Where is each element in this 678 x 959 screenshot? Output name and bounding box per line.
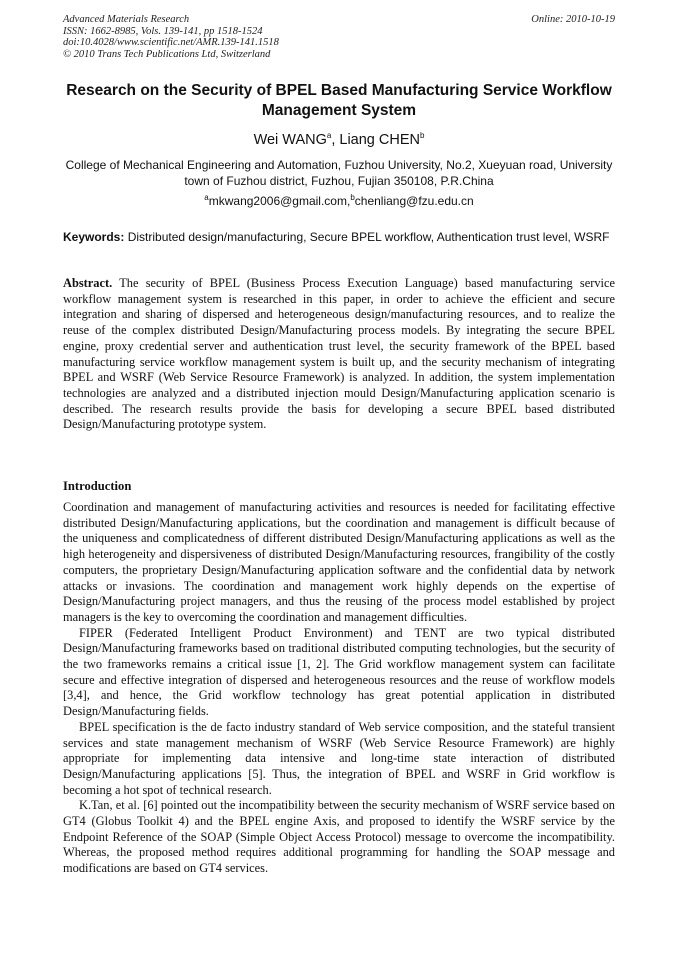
author-separator: , bbox=[331, 132, 340, 148]
keywords-label: Keywords: bbox=[63, 230, 125, 244]
keywords-text: Distributed design/manufacturing, Secure BPEL workflow, Authentication trust level, WSRF bbox=[124, 230, 610, 244]
email-line bbox=[63, 193, 615, 209]
affiliation: College of Mechanical Engineering and Automation, Fuzhou University, No.2, Xueyuan road, University town of Fuzhou district, Fuzhou, Fujian 350108, P.R.China bbox=[65, 158, 613, 188]
email-mark: b bbox=[350, 193, 355, 202]
author-affil-mark: b bbox=[419, 131, 425, 141]
paragraph: BPEL specification is the de facto industry standard of Web service composition, and the stateful transient services and state management mechanism of WSRF (Web Service Resource Framework) are highly appropriate for implementing data intensive and long-time state interaction of distributed Design/Manufacturing applications [5]. Thus, the integration of BPEL and WSRF in Grid workflow is becoming a hot spot of technical research. bbox=[63, 719, 615, 797]
online-date: Online: 2010-10-19 bbox=[531, 14, 615, 25]
journal-header bbox=[63, 14, 615, 60]
section-heading: Introduction bbox=[63, 479, 132, 493]
abstract-text: The security of BPEL (Business Process Execution Language) based manufacturing service workflow management system is researched in this paper, in order to achieve the efficient and secure integration and sharing of dispersed and heterogeneous design/manufacturing resources, and to realize the reuse of the complex distributed Design/Manufacturing process models. By integrating the secure BPEL engine, proxy credential server and authentication trust level, the security framework of the BPEL based manufacturing service workflow management system is built up, and the security mechanism of integrating BPEL and WSRF (Web Service Resource Framework) is analyzed. In addition, the system implementation technologies are analyzed and a distributed injection mould Design/Manufacturing application scenario is described. The research results provide the basis for developing a secure BPEL based distributed Design/Manufacturing prototype system. bbox=[63, 276, 615, 432]
email-address: chenliang@fzu.edu.cn bbox=[354, 194, 474, 208]
introduction-body bbox=[63, 500, 615, 877]
doi-line: doi:10.4028/www.scientific.net/AMR.139-141.1518 bbox=[63, 37, 279, 48]
abstract-label: Abstract. bbox=[63, 276, 113, 290]
copyright-line: © 2010 Trans Tech Publications Ltd, Switzerland bbox=[63, 48, 271, 60]
author-name: Liang CHEN bbox=[339, 132, 420, 148]
paragraph: Coordination and management of manufacturing activities and resources is needed for facilitating effective distributed Design/Manufacturing applications, but the coordination and management is difficult because of the uniqueness and complicatedness of different distributed Design/Manufacturing applications as well as the high heterogeneity and dispersiveness of distributed Design/Manufacturing resources, frangibility of the costly computers, the proprietary Design/Manufacturing application software and the confidential data by network attacks or invasions. The coordination and management work highly depends on the expertise of Design/Manufacturing project managers, and thus the reusing of the process model established by project managers is the key to overcoming the coordination and management difficulties. bbox=[63, 500, 615, 624]
paragraph: K.Tan, et al. [6] pointed out the incompatibility between the security mechanism of WSRF service based on GT4 (Globus Toolkit 4) and the BPEL engine Axis, and proposed to identify the WSRF service by the Endpoint Reference of the SOAP (Simple Object Access Protocol) message to overcome the incompatibility. Whereas, the proposed method requires additional programming for handling the SOAP message and modifications are based on GT4 services. bbox=[63, 798, 615, 876]
journal-name: Advanced Materials Research bbox=[63, 14, 190, 25]
issn-line: ISSN: 1662-8985, Vols. 139-141, pp 1518-1524 bbox=[63, 25, 263, 37]
author-affil-mark: a bbox=[326, 131, 332, 141]
abstract bbox=[63, 276, 615, 433]
keywords bbox=[63, 229, 615, 245]
email-address: mkwang2006@gmail.com, bbox=[208, 194, 351, 208]
paragraph: FIPER (Federated Intelligent Product Environment) and TENT are two typical distributed Design/Manufacturing frameworks based on traditional distributed computing technologies, but the security of the two frameworks remains a critical issue [1, 2]. The Grid workflow management system can facilitate secure and effective integration of dispersed and heterogeneous resources and the reuse of workflow models [3,4], and hence, the Grid workflow technology has great potential application in distributed Design/Manufacturing fields. bbox=[63, 625, 615, 719]
author-line bbox=[63, 131, 615, 149]
email-mark: a bbox=[204, 193, 209, 202]
paper-title: Research on the Security of BPEL Based Manufacturing Service Workflow Management System bbox=[66, 82, 612, 119]
author-name: Wei WANG bbox=[253, 132, 327, 148]
